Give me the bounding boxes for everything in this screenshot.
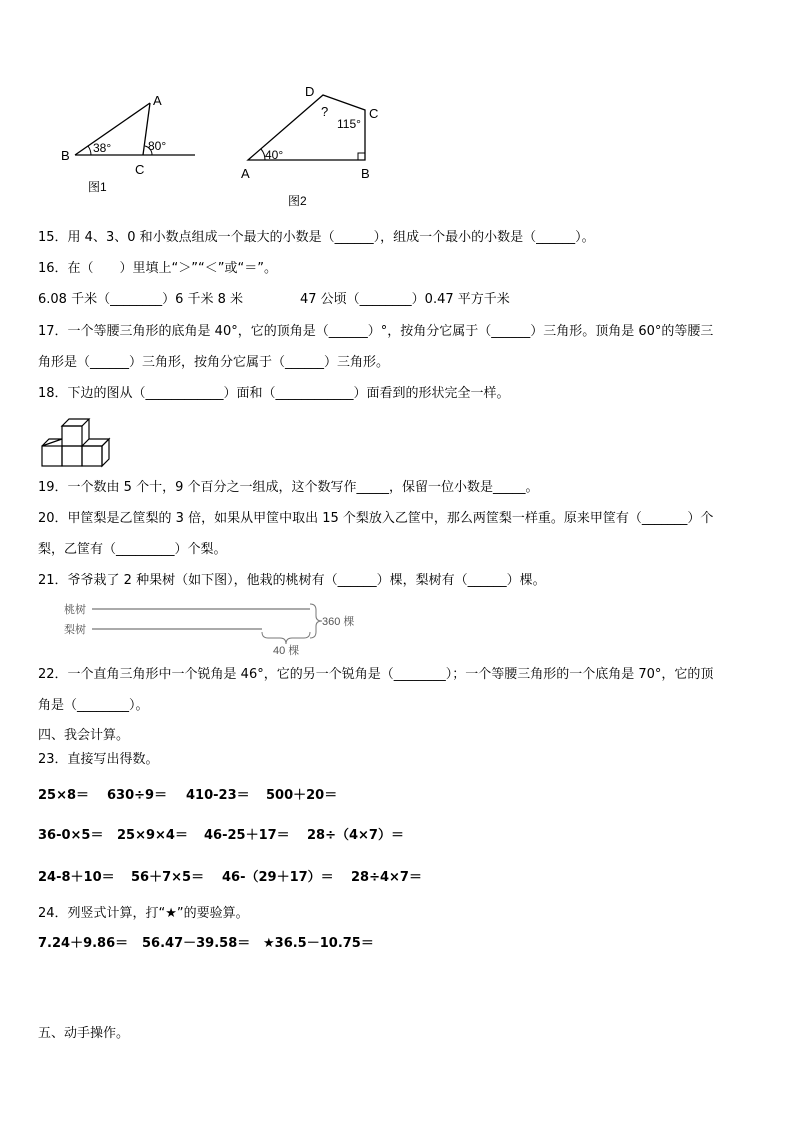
question-20-line-2: 梨，乙筐有（_________）个梨。: [38, 542, 227, 557]
fig2-point-a: A: [241, 166, 250, 181]
calc-item: 500＋20＝: [266, 788, 338, 803]
fig1-point-b: B: [61, 148, 70, 163]
question-22-line-2: 角是（________）。: [38, 698, 149, 713]
vertical-calc-item: ★36.5－10.75＝: [263, 936, 374, 951]
fig1-point-c: C: [135, 162, 145, 177]
question-22-line-1: 22．一个直角三角形中一个锐角是 46°，它的另一个锐角是（________）；一个等腰三角形的一个底角是 70°，它的顶: [38, 667, 714, 682]
section-4-heading: 四、我会计算。: [38, 728, 130, 743]
figure-2-diagram: [235, 80, 395, 210]
vertical-calc-item: 56.47－39.58＝: [142, 936, 251, 951]
tree-line-diagram: [60, 600, 370, 656]
question-16-b: 47 公顷（________）0.47 平方千米: [300, 292, 510, 307]
question-24: 24．列竖式计算，打“★”的要验算。: [38, 906, 249, 921]
calc-item: 56＋7×5＝: [131, 870, 205, 885]
question-23: 23．直接写出得数。: [38, 752, 159, 767]
fig2-caption: 图2: [288, 194, 307, 208]
calc-item: 25×8＝: [38, 788, 90, 803]
fig1-point-a: A: [153, 93, 162, 108]
fig1-angle-b: 38°: [93, 141, 112, 155]
fig2-point-d: D: [305, 84, 315, 99]
total-trees-label: 360 棵: [322, 616, 355, 628]
cube-stack-figure: [40, 418, 112, 470]
calc-item: 28÷4×7＝: [351, 870, 422, 885]
peach-tree-label: 桃树: [64, 604, 86, 616]
calc-item: 36-0×5＝: [38, 828, 104, 843]
fig2-angle-c: 115°: [337, 117, 361, 131]
difference-label: 40 棵: [273, 645, 300, 656]
calc-item: 24-8＋10＝: [38, 870, 115, 885]
calc-item: 28÷（4×7）＝: [307, 828, 404, 843]
question-15: 15．用 4、3、0 和小数点组成一个最大的小数是（______），组成一个最小的小数是（______）。: [38, 230, 595, 245]
figure-1-diagram: [55, 88, 205, 198]
fig2-angle-d: ?: [321, 104, 329, 119]
fig2-point-b: B: [361, 166, 370, 181]
fig1-caption: 图1: [88, 180, 107, 194]
fig2-angle-a: 40°: [265, 148, 284, 162]
calc-item: 410-23＝: [186, 788, 250, 803]
question-21: 21．爷爷栽了 2 种果树（如下图），他栽的桃树有（______）棵，梨树有（______）棵。: [38, 573, 546, 588]
question-16: 16．在（ ）里填上“＞”“＜”或“＝”。: [38, 261, 277, 276]
question-18: 18．下边的图从（____________）面和（____________）面看到的形状完全一样。: [38, 386, 510, 401]
fig2-point-c: C: [369, 106, 379, 121]
calc-item: 46-（29＋17）＝: [222, 870, 334, 885]
fig1-angle-c: 80°: [148, 139, 167, 153]
question-17-line-2: 角形是（______）三角形，按角分它属于（______）三角形。: [38, 355, 390, 370]
calc-item: 25×9×4＝: [117, 828, 188, 843]
vertical-calc-item: 7.24＋9.86＝: [38, 936, 129, 951]
calc-item: 630÷9＝: [107, 788, 168, 803]
calc-item: 46-25＋17＝: [204, 828, 290, 843]
question-19: 19．一个数由 5 个十，9 个百分之一组成，这个数写作_____，保留一位小数是_____。: [38, 480, 539, 495]
question-16-a: 6.08 千米（________）6 千米 8 米: [38, 292, 244, 307]
question-20-line-1: 20．甲筐梨是乙筐梨的 3 倍，如果从甲筐中取出 15 个梨放入乙筐中，那么两筐梨一样重。原来甲筐有（_______）个: [38, 511, 714, 526]
question-17-line-1: 17．一个等腰三角形的底角是 40°，它的顶角是（______）°，按角分它属于（______）三角形。顶角是 60°的等腰三: [38, 324, 714, 339]
pear-tree-label: 梨树: [64, 624, 86, 636]
section-5-heading: 五、动手操作。: [38, 1026, 130, 1041]
